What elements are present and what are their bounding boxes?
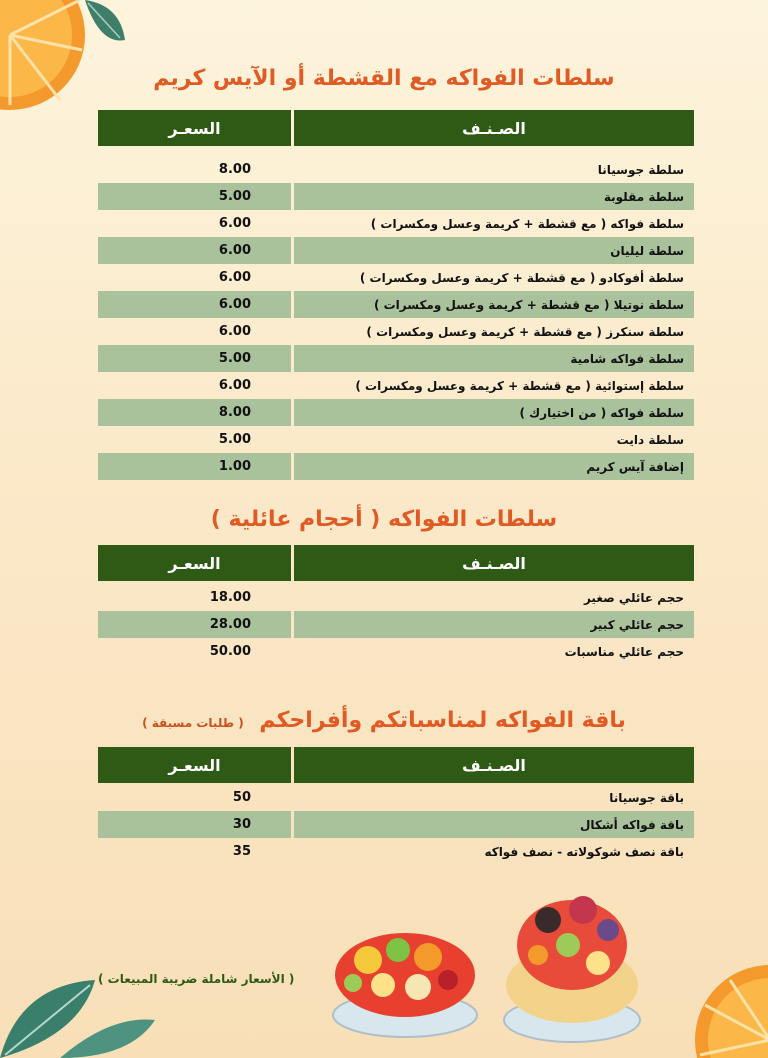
item-name: سلطة جوسيانا [597,162,684,177]
item-name: باقة جوسيانا [609,790,684,805]
item-price: 6.00 [218,324,251,339]
table-row [98,426,694,453]
section-title [0,708,768,733]
menu-table [98,110,694,480]
item-price: 50.00 [209,644,251,659]
item-name: سلطة أفوكادو ( مع قشطة + كريمة وعسل ومكسرات ) [359,270,684,285]
table-row [98,345,694,372]
item-name: حجم عائلي صغير [583,590,684,605]
table-row [98,237,694,264]
item-name: حجم عائلي مناسبات [564,644,684,659]
item-price: 5.00 [218,432,251,447]
item-price: 6.00 [98,237,291,264]
menu-table-body [98,584,694,665]
item-name: باقة نصف شوكولاته - نصف فواكه [484,844,684,859]
table-row [98,784,694,811]
table-row [98,638,694,665]
item-name: سلطة سنكرز ( مع قشطة + كريمة وعسل ومكسرات ) [366,324,684,339]
table-header [98,747,694,783]
table-header [98,545,694,581]
section-title-text: باقة الفواكه لمناسباتكم وأفراحكم [259,708,626,733]
table-row [98,318,694,345]
table-row [98,183,694,210]
item-name: سلطة فواكه ( من اختيارك ) [294,399,694,426]
preorder-note: ( طلبات مسبقة ) [142,716,244,730]
table-row [98,811,694,838]
table-row [98,264,694,291]
table-row [98,210,694,237]
item-name: سلطة إستوائية ( مع قشطة + كريمة وعسل ومكسرات ) [355,378,684,393]
table-row [98,372,694,399]
item-price: 30 [98,811,291,838]
section-title-text: سلطات الفواكه ( أحجام عائلية ) [210,507,558,532]
item-price: 8.00 [218,162,251,177]
table-row [98,453,694,480]
item-price: 50 [232,790,251,805]
table-row [98,611,694,638]
tax-note: ( الأسعار شاملة ضريبة المبيعات ) [98,972,295,986]
item-name: سلطة نوتيلا ( مع قشطة + كريمة وعسل ومكسرات ) [294,291,694,318]
item-price: 8.00 [98,399,291,426]
item-price: 6.00 [218,270,251,285]
fruit-bowl-icon [498,885,646,1045]
section-title [0,507,768,532]
item-price: 6.00 [98,291,291,318]
table-header [98,110,694,146]
item-price: 35 [232,844,251,859]
item-name: باقة فواكه أشكال [294,811,694,838]
item-column-header: الصـنـف [294,545,694,581]
item-name: إضافة آيس كريم [294,453,694,480]
item-price: 5.00 [98,183,291,210]
price-column-header: السعـر [98,747,291,783]
item-price: 1.00 [98,453,291,480]
price-column-header: السعـر [98,110,291,146]
table-row [98,399,694,426]
item-name: سلطة مقلوبة [294,183,694,210]
menu-table-body [98,784,694,865]
table-row [98,291,694,318]
leaf-icon [80,0,140,60]
fruit-bowl-icon [328,915,483,1040]
item-price: 18.00 [209,590,251,605]
orange-slice-icon [690,965,768,1058]
item-price: 6.00 [218,378,251,393]
table-row [98,838,694,865]
item-name: سلطة دايت [616,432,684,447]
item-name: سلطة فواكه شامية [294,345,694,372]
item-name: سلطة ليليان [294,237,694,264]
item-price: 6.00 [218,216,251,231]
section-title-text: سلطات الفواكه مع القشطة أو الآيس كريم [153,66,615,91]
price-column-header: السعـر [98,545,291,581]
item-column-header: الصـنـف [294,747,694,783]
item-name: حجم عائلي كبير [294,611,694,638]
table-row [98,584,694,611]
item-column-header: الصـنـف [294,110,694,146]
item-price: 28.00 [98,611,291,638]
leaf-icon [0,975,160,1058]
item-name: سلطة فواكه ( مع قشطة + كريمة وعسل ومكسرات ) [370,216,684,231]
item-price: 5.00 [98,345,291,372]
section-title [0,66,768,91]
menu-table [98,747,694,783]
table-row [98,156,694,183]
